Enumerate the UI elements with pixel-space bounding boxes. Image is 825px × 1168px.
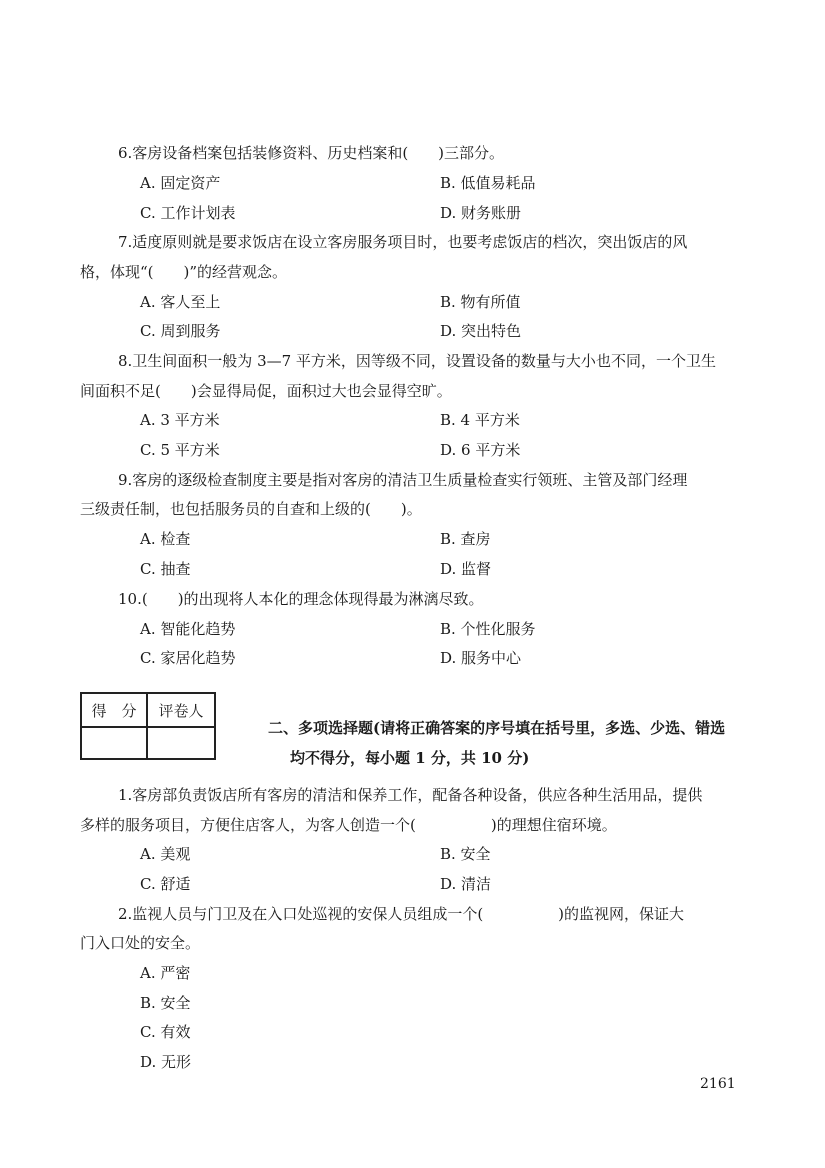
question-6-option-a: A. 固定资产: [140, 174, 221, 192]
mc-question-2-text: 2.监视人员与门卫及在入口处巡视的安保人员组成一个( )的监视网，保证大: [118, 905, 685, 923]
mc-question-2-option-a: A. 严密: [140, 964, 191, 982]
question-6-option-d: D. 财务账册: [440, 204, 522, 222]
mc-question-1-option-d: D. 清洁: [440, 875, 492, 893]
question-9-option-b: B. 查房: [440, 530, 491, 548]
question-8-option-b: B. 4 平方米: [440, 411, 520, 429]
question-7-text: 7.适度原则就是要求饭店在设立客房服务项目时，也要考虑饭店的档次，突出饭店的风: [118, 233, 688, 251]
question-6-text: 6.客房设备档案包括装修资料、历史档案和( )三部分。: [118, 144, 505, 162]
question-10-option-a: A. 智能化趋势: [140, 620, 236, 638]
question-10-text: 10.( )的出现将人本化的理念体现得最为淋漓尽致。: [118, 590, 484, 608]
question-8-option-d: D. 6 平方米: [440, 441, 521, 459]
mc-question-1-option-c: C. 舒适: [140, 875, 191, 893]
page-number: 2161: [700, 1076, 736, 1092]
question-7-text-cont: 格，体现“( )”的经营观念。: [80, 263, 288, 281]
question-8-text-cont: 间面积不足( )会显得局促，面积过大也会显得空旷。: [80, 382, 452, 400]
question-10-option-d: D. 服务中心: [440, 649, 522, 667]
question-9-text: 9.客房的逐级检查制度主要是指对客房的清洁卫生质量检查实行领班、主管及部门经理: [118, 471, 688, 489]
question-10-option-b: B. 个性化服务: [440, 620, 536, 638]
mc-question-1-text: 1.客房部负责饭店所有客房的清洁和保养工作，配备各种设备，供应各种生活用品，提供: [118, 786, 703, 804]
mc-question-1-option-a: A. 美观: [140, 845, 191, 863]
question-7-option-c: C. 周到服务: [140, 322, 221, 340]
section-2-title-cont: 均不得分，每小题 1 分，共 10 分): [290, 749, 530, 767]
question-8-option-c: C. 5 平方米: [140, 441, 220, 459]
score-box: [80, 692, 216, 760]
question-9-option-c: C. 抽查: [140, 560, 191, 578]
mc-question-2-option-d: D. 无形: [140, 1053, 192, 1071]
question-8-option-a: A. 3 平方米: [140, 411, 220, 429]
question-6-option-b: B. 低值易耗品: [440, 174, 536, 192]
question-6-option-c: C. 工作计划表: [140, 204, 236, 222]
mc-question-2-option-c: C. 有效: [140, 1023, 191, 1041]
mc-question-1-text-cont: 多样的服务项目，方便住店客人，为客人创造一个( )的理想住宿环境。: [80, 816, 617, 834]
section-2-title: 二、多项选择题(请将正确答案的序号填在括号里，多选、少选、错选: [268, 719, 726, 737]
question-9-option-d: D. 监督: [440, 560, 492, 578]
grader-label: 评卷人: [147, 693, 215, 727]
score-cell: [81, 727, 147, 759]
question-7-option-a: A. 客人至上: [140, 293, 221, 311]
question-9-option-a: A. 检查: [140, 530, 191, 548]
grader-cell: [147, 727, 215, 759]
question-8-text: 8.卫生间面积一般为 3—7 平方米，因等级不同，设置设备的数量与大小也不同，一个卫生: [118, 352, 716, 370]
mc-question-2-text-cont: 门入口处的安全。: [80, 934, 201, 952]
question-7-option-b: B. 物有所值: [440, 293, 521, 311]
mc-question-2-option-b: B. 安全: [140, 994, 191, 1012]
score-label: 得 分: [81, 693, 147, 727]
question-10-option-c: C. 家居化趋势: [140, 649, 236, 667]
question-7-option-d: D. 突出特色: [440, 322, 522, 340]
question-9-text-cont: 三级责任制，也包括服务员的自查和上级的( )。: [80, 500, 422, 518]
mc-question-1-option-b: B. 安全: [440, 845, 491, 863]
